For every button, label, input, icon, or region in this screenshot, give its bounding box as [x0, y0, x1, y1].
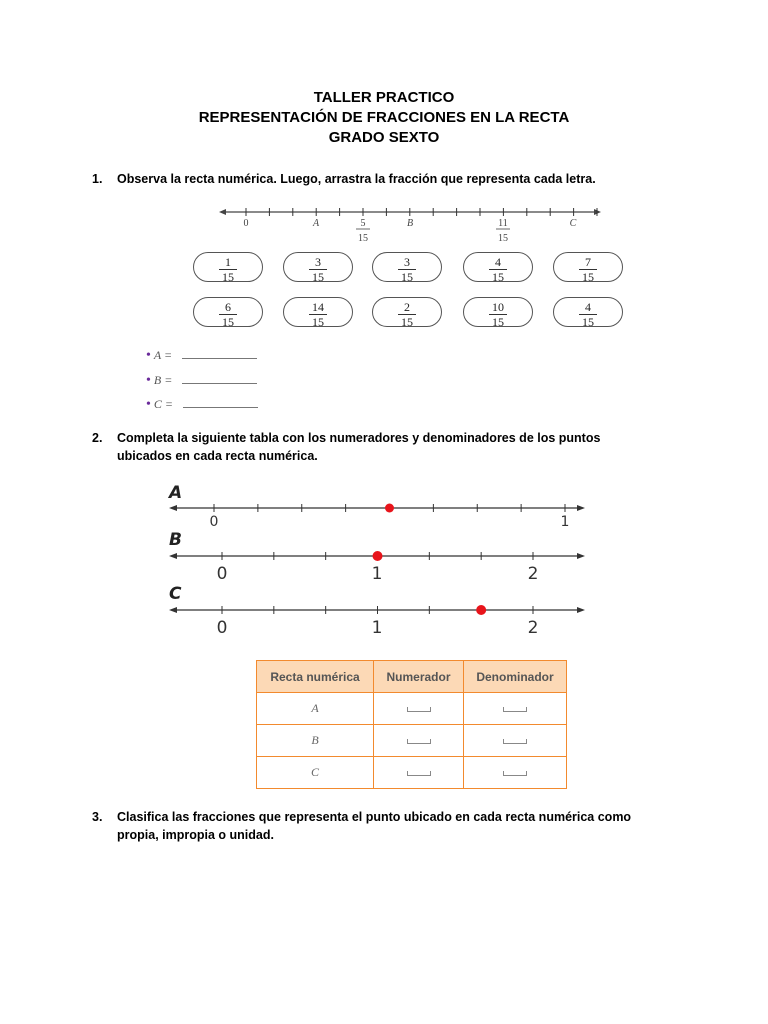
- denominator-slot[interactable]: [464, 693, 567, 725]
- bullet-icon: •: [146, 348, 151, 363]
- line-b-name: B: [169, 530, 182, 550]
- bullet-icon: •: [146, 397, 151, 412]
- fraction-card[interactable]: [372, 252, 442, 282]
- question-3-text: Clasifica las fracciones que representa el punto ubicado en cada recta numérica como propia, impropia o unidad.: [117, 810, 632, 842]
- title-block: [0, 88, 768, 148]
- nl-label-5: 5: [360, 218, 366, 229]
- fraction-denominator: 15: [582, 315, 594, 329]
- fraction-numerator: 2: [404, 300, 410, 314]
- answer-label: C =: [153, 397, 174, 411]
- row-label: A: [257, 693, 374, 725]
- fraction-card[interactable]: [283, 252, 353, 282]
- question-3-number: 3.: [92, 810, 103, 824]
- fraction-card[interactable]: [463, 252, 533, 282]
- number-lines-q2: [165, 478, 595, 643]
- fraction-denominator: 15: [312, 315, 324, 329]
- answer-blank[interactable]: [183, 397, 258, 408]
- fraction-card[interactable]: [463, 297, 533, 327]
- nl-label-a: A: [312, 218, 320, 229]
- fraction-denominator: 15: [492, 315, 504, 329]
- answer-label: A =: [153, 348, 173, 362]
- fraction-numerator: 7: [585, 255, 591, 269]
- line-b-point: [373, 551, 383, 561]
- line-b-label-1: 1: [371, 564, 383, 584]
- fraction-denominator: 15: [401, 315, 413, 329]
- fraction-denominator: 15: [492, 270, 504, 284]
- fraction-card[interactable]: [553, 252, 623, 282]
- table-row: [257, 757, 567, 789]
- header-recta: Recta numérica: [257, 661, 374, 693]
- table-header-row: [257, 661, 567, 693]
- table-row: [257, 693, 567, 725]
- line-c-label-1: 1: [371, 618, 383, 638]
- fraction-numerator: 3: [315, 255, 321, 269]
- header-numerador: Numerador: [374, 661, 464, 693]
- answer-c: [146, 397, 258, 413]
- fraction-numerator: 4: [585, 300, 591, 314]
- row-label: B: [257, 725, 374, 757]
- nl-label-11: 11: [498, 218, 508, 229]
- title-line-2: REPRESENTACIÓN DE FRACCIONES EN LA RECTA: [198, 109, 570, 126]
- question-2-text: Completa la siguiente tabla con los numeradores y denominadores de los puntos ubicados en cada recta numérica.: [117, 431, 601, 463]
- title-line-1: TALLER PRACTICO: [313, 89, 455, 106]
- fraction-card[interactable]: [283, 297, 353, 327]
- nl-label-0: 0: [243, 218, 249, 229]
- fraction-numerator: 6: [225, 300, 231, 314]
- line-a-point: [385, 504, 394, 513]
- fraction-card[interactable]: [193, 297, 263, 327]
- fraction-denominator: 15: [582, 270, 594, 284]
- title-line-3: GRADO SEXTO: [328, 129, 440, 146]
- denominator-slot[interactable]: [464, 757, 567, 789]
- denominator-slot[interactable]: [464, 725, 567, 757]
- answer-label: B =: [153, 373, 173, 387]
- fraction-card[interactable]: [193, 252, 263, 282]
- nl-den-5: 15: [358, 233, 368, 244]
- nl-label-b: B: [406, 218, 414, 229]
- line-a-label-0: 0: [209, 514, 219, 530]
- nl-den-11: 15: [498, 233, 508, 244]
- line-a-name: A: [169, 483, 183, 503]
- line-b-label-0: 0: [216, 564, 228, 584]
- fractions-table: [256, 660, 567, 789]
- line-a-label-1: 1: [560, 514, 570, 530]
- numerator-slot[interactable]: [374, 757, 464, 789]
- line-b-label-2: 2: [527, 564, 539, 584]
- header-denominador: Denominador: [464, 661, 567, 693]
- numerator-slot[interactable]: [374, 725, 464, 757]
- line-c-label-0: 0: [216, 618, 228, 638]
- line-c-label-2: 2: [527, 618, 539, 638]
- fraction-denominator: 15: [401, 270, 413, 284]
- answer-blank[interactable]: [182, 373, 257, 384]
- bullet-icon: •: [146, 373, 151, 388]
- line-c-point: [476, 605, 486, 615]
- fraction-card[interactable]: [372, 297, 442, 327]
- fraction-numerator: 10: [492, 300, 504, 314]
- fraction-card[interactable]: [553, 297, 623, 327]
- row-label: C: [257, 757, 374, 789]
- fraction-numerator: 4: [495, 255, 501, 269]
- fraction-denominator: 15: [222, 270, 234, 284]
- numerator-slot[interactable]: [374, 693, 464, 725]
- fraction-numerator: 14: [312, 300, 324, 314]
- answer-a: [146, 348, 257, 364]
- fraction-denominator: 15: [222, 315, 234, 329]
- fraction-denominator: 15: [312, 270, 324, 284]
- answer-b: [146, 373, 257, 389]
- line-c-name: C: [169, 584, 182, 604]
- question-2-number: 2.: [92, 431, 103, 445]
- question-1-number: 1.: [92, 172, 103, 186]
- answer-blank[interactable]: [182, 348, 257, 359]
- fraction-numerator: 3: [404, 255, 410, 269]
- number-line-q1: [215, 200, 610, 248]
- question-1-text: Observa la recta numérica. Luego, arrastra la fracción que representa cada letra.: [117, 172, 596, 186]
- fraction-numerator: 1: [225, 255, 231, 269]
- nl-label-c: C: [569, 218, 577, 229]
- table-row: [257, 725, 567, 757]
